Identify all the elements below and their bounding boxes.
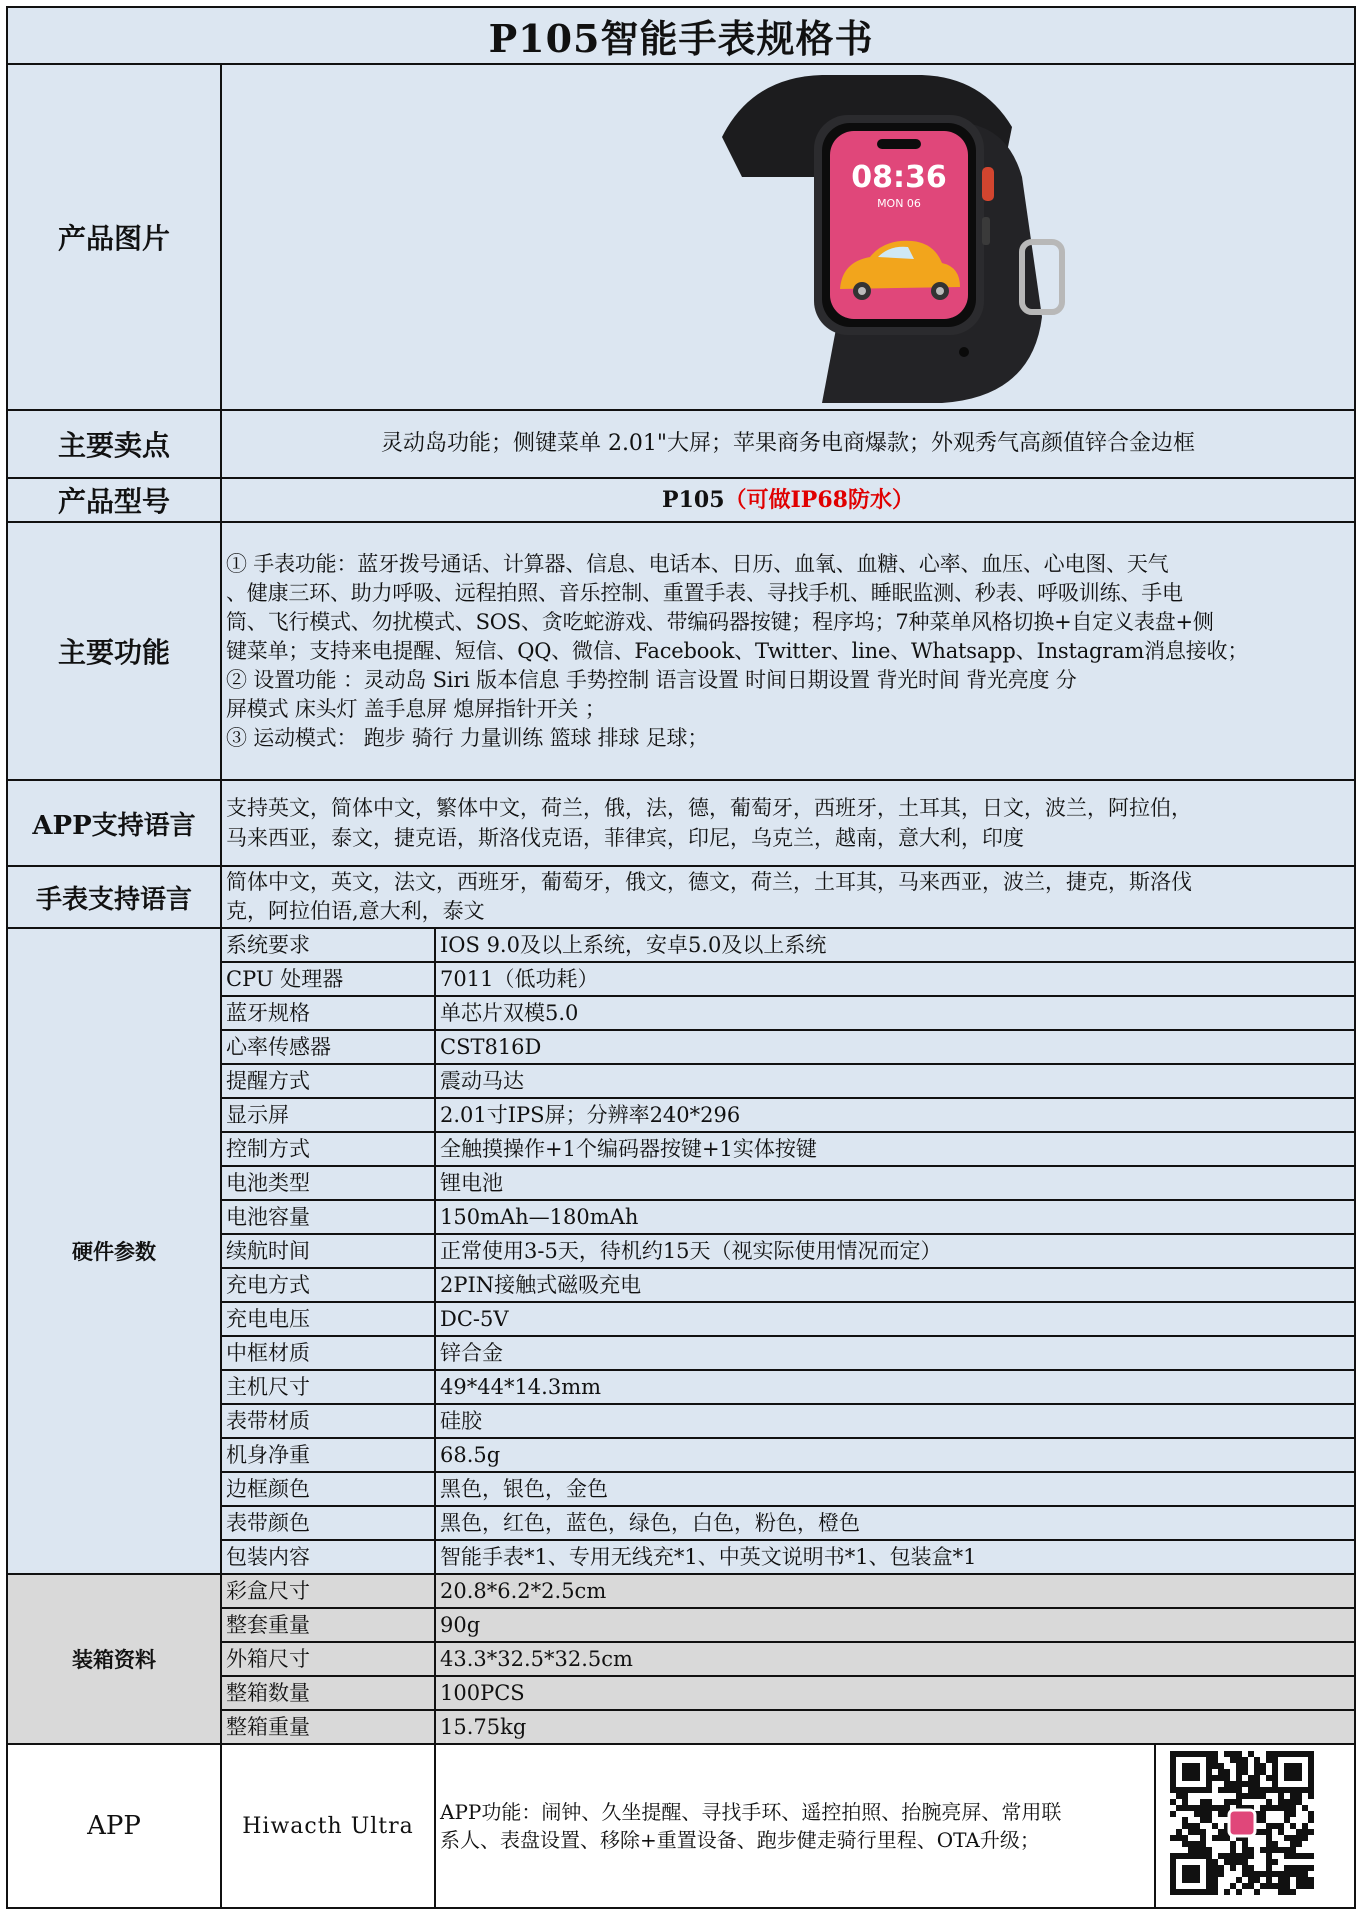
product-image-cell: [221, 64, 1355, 410]
hw-value: 49*44*14.3mm: [435, 1370, 1355, 1404]
qr-cell: [1155, 1744, 1355, 1908]
dynamic-island: [877, 139, 921, 149]
model-label: 产品型号: [7, 478, 221, 522]
hw-key: 机身净重: [221, 1438, 435, 1472]
page-title: P105智能手表规格书: [7, 7, 1355, 64]
hw-value: DC-5V: [435, 1302, 1355, 1336]
app-language-line: 马来西亚，泰文，捷克语，斯洛伐克语，菲律宾，印尼，乌克兰，越南，意大利，印度: [226, 826, 1024, 850]
hw-key: 提醒方式: [221, 1064, 435, 1098]
hw-value: 硅胶: [435, 1404, 1355, 1438]
smartwatch-illustration: [222, 67, 1352, 407]
watch-date: MON 06: [877, 197, 921, 210]
selling-points-value: 灵动岛功能；侧键菜单 2.01"大屏；苹果商务电商爆款；外观秀气高颜值锌合金边框: [221, 410, 1355, 478]
app-label: APP: [7, 1744, 221, 1908]
app-language-line: 支持英文，简体中文，繁体中文，荷兰，俄，法，德，葡萄牙，西班牙，土耳其，日文，波兰，阿拉伯，: [226, 796, 1192, 820]
pack-value: 15.75kg: [435, 1710, 1355, 1744]
watch-language-line: 简体中文，英文，法文，西班牙，葡萄牙，俄文，德文，荷兰，土耳其，马来西亚，波兰，捷克，斯洛伐: [226, 870, 1192, 894]
functions-label: 主要功能: [7, 522, 221, 780]
hw-key: 包装内容: [221, 1540, 435, 1574]
watch-time: 08:36: [851, 160, 947, 195]
function-line: 屏模式 床头灯 盖手息屏 熄屏指针开关 ；: [226, 696, 606, 721]
hw-key: 中框材质: [221, 1336, 435, 1370]
hw-value: 锂电池: [435, 1166, 1355, 1200]
hw-key: 心率传感器: [221, 1030, 435, 1064]
hw-key: 电池容量: [221, 1200, 435, 1234]
pack-value: 43.3*32.5*32.5cm: [435, 1642, 1355, 1676]
hw-value: 黑色，红色，蓝色，绿色，白色，粉色，橙色: [435, 1506, 1355, 1540]
hw-value: 锌合金: [435, 1336, 1355, 1370]
hw-key: 控制方式: [221, 1132, 435, 1166]
hw-value: IOS 9.0及以上系统，安卓5.0及以上系统: [435, 928, 1355, 962]
hw-value: 智能手表*1、专用无线充*1、中英文说明书*1、包装盒*1: [435, 1540, 1355, 1574]
function-line: 、健康三环、助力呼吸、远程拍照、音乐控制、重置手表、寻找手机、睡眠监测、秒表、呼吸训练、手电: [226, 580, 1183, 605]
hw-value: 2PIN接触式磁吸充电: [435, 1268, 1355, 1302]
hw-value: 7011（低功耗）: [435, 962, 1355, 996]
hw-value: 全触摸操作+1个编码器按键+1实体按键: [435, 1132, 1355, 1166]
function-line: 键菜单；支持来电提醒、短信、QQ、微信、Facebook、Twitter、line、Whatsapp、Instagram消息接收；: [226, 638, 1249, 663]
hw-value: 单芯片双模5.0: [435, 996, 1355, 1030]
hw-value: 68.5g: [435, 1438, 1355, 1472]
model-value-cell: [221, 478, 1355, 522]
function-line: ① 手表功能：蓝牙拨号通话、计算器、信息、电话本、日历、血氧、血糖、心率、血压、心电图、天气: [226, 551, 1169, 576]
function-line: ③ 运动模式： 跑步 骑行 力量训练 篮球 排球 足球；: [226, 725, 709, 750]
hw-key: 充电方式: [221, 1268, 435, 1302]
pack-value: 100PCS: [435, 1676, 1355, 1710]
hw-key: 表带材质: [221, 1404, 435, 1438]
hw-key: 系统要求: [221, 928, 435, 962]
hw-key: 边框颜色: [221, 1472, 435, 1506]
product-image-label: 产品图片: [7, 64, 221, 410]
pack-key: 整套重量: [221, 1608, 435, 1642]
watch-language-line: 克，阿拉伯语,意大利，泰文: [226, 899, 485, 923]
pack-key: 彩盒尺寸: [221, 1574, 435, 1608]
hw-value: 150mAh—180mAh: [435, 1200, 1355, 1234]
hw-key: 表带颜色: [221, 1506, 435, 1540]
hw-value: 黑色，银色，金色: [435, 1472, 1355, 1506]
hw-key: 主机尺寸: [221, 1370, 435, 1404]
hw-value: CST816D: [435, 1030, 1355, 1064]
hw-key: 蓝牙规格: [221, 996, 435, 1030]
hw-value: 震动马达: [435, 1064, 1355, 1098]
model-value: P105: [662, 486, 725, 513]
pack-value: 90g: [435, 1608, 1355, 1642]
functions-value: [221, 522, 1355, 780]
pack-key: 整箱数量: [221, 1676, 435, 1710]
app-languages-label: APP支持语言: [7, 780, 221, 866]
selling-points-label: 主要卖点: [7, 410, 221, 478]
pack-key: 外箱尺寸: [221, 1642, 435, 1676]
watch-crown: [982, 167, 994, 201]
watch-languages-label: 手表支持语言: [7, 866, 221, 928]
qr-logo-icon: [1229, 1810, 1255, 1836]
model-note: （可做IP68防水）: [724, 486, 914, 513]
packing-label: 装箱资料: [7, 1574, 221, 1744]
pack-value: 20.8*6.2*2.5cm: [435, 1574, 1355, 1608]
function-line: 筒、飞行模式、勿扰模式、SOS、贪吃蛇游戏、带编码器按键；程序坞；7种菜单风格切换+自定义表盘+侧: [226, 609, 1214, 634]
app-functions: [435, 1744, 1155, 1908]
hw-key: 电池类型: [221, 1166, 435, 1200]
app-function-line: APP功能：闹钟、久坐提醒、寻找手环、遥控拍照、抬腕亮屏、常用联: [440, 1800, 1062, 1824]
qr-code-icon[interactable]: [1156, 1745, 1352, 1903]
hardware-label: 硬件参数: [7, 928, 221, 1574]
hw-key: 续航时间: [221, 1234, 435, 1268]
app-name: Hiwacth Ultra: [221, 1744, 435, 1908]
hw-key: 充电电压: [221, 1302, 435, 1336]
spec-sheet: [6, 6, 1356, 1909]
hw-key: 显示屏: [221, 1098, 435, 1132]
function-line: ② 设置功能 ：灵动岛 Siri 版本信息 手势控制 语言设置 时间日期设置 背光时间 背光亮度 分: [226, 667, 1077, 692]
app-function-line: 系人、表盘设置、移除+重置设备、跑步健走骑行里程、OTA升级；: [440, 1828, 1040, 1852]
app-languages-value: [221, 780, 1355, 866]
watch-languages-value: [221, 866, 1355, 928]
watch-image: [222, 67, 1332, 407]
hw-key: CPU 处理器: [221, 962, 435, 996]
hw-value: 正常使用3-5天，待机约15天（视实际使用情况而定）: [435, 1234, 1355, 1268]
hw-value: 2.01寸IPS屏；分辨率240*296: [435, 1098, 1355, 1132]
pack-key: 整箱重量: [221, 1710, 435, 1744]
